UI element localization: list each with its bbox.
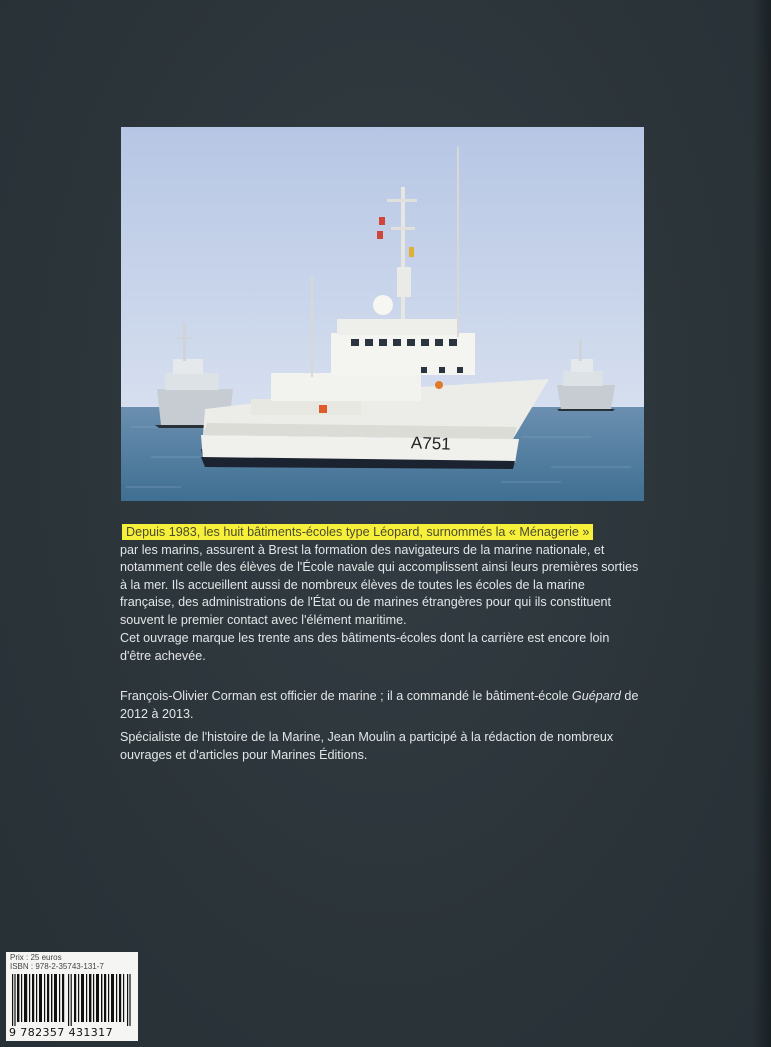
barcode-digits: 9 782357 431317 (9, 1026, 113, 1039)
cover-photo (121, 127, 644, 501)
isbn-label: ISBN : 978-2-35743-131-7 (10, 962, 104, 971)
barcode (8, 974, 136, 1026)
anniversary-paragraph (120, 630, 640, 665)
price-label: Prix : 25 euros (10, 953, 62, 962)
hull-number-marking: A751 (410, 433, 452, 454)
corman-bio-end: de 2012 à 2013. (120, 689, 639, 721)
ship-name-guepard: Guépard (571, 689, 621, 703)
cover-edge-shadow (753, 0, 771, 1047)
description-paragraph (120, 524, 640, 629)
moulin-bio-text: Spécialiste de l'histoire de la Marine, Jean Moulin a participé à la rédaction de nombreux ouvrages et d'articles pour Marines Éditions. (120, 730, 614, 762)
author-moulin-bio (120, 729, 640, 764)
highlighted-sentence: Depuis 1983, les huit bâtiments-écoles type Léopard, surnommés la « Ménagerie » (123, 525, 592, 539)
author-corman-bio (120, 688, 640, 723)
price-isbn-sticker (6, 952, 138, 1041)
description-body: par les marins, assurent à Brest la formation des navigateurs de la marine nationale, et notamment celle des élèves de l'École navale qui accomplissent ainsi leurs premières sorties à la mer. Ils accueillent aussi de nombreux élèves de toutes les écoles de la marine française, des administrations de l'État ou de marines étrangères pour qui ils constituent souvent le premier contact avec l'élément maritime. (120, 542, 639, 627)
anniversary-text: Cet ouvrage marque les trente ans des bâtiments-écoles dont la carrière est encore loin d'être achevée. (120, 631, 610, 663)
corman-bio-start: François-Olivier Corman est officier de marine ; il a commandé le bâtiment-école (120, 689, 572, 703)
